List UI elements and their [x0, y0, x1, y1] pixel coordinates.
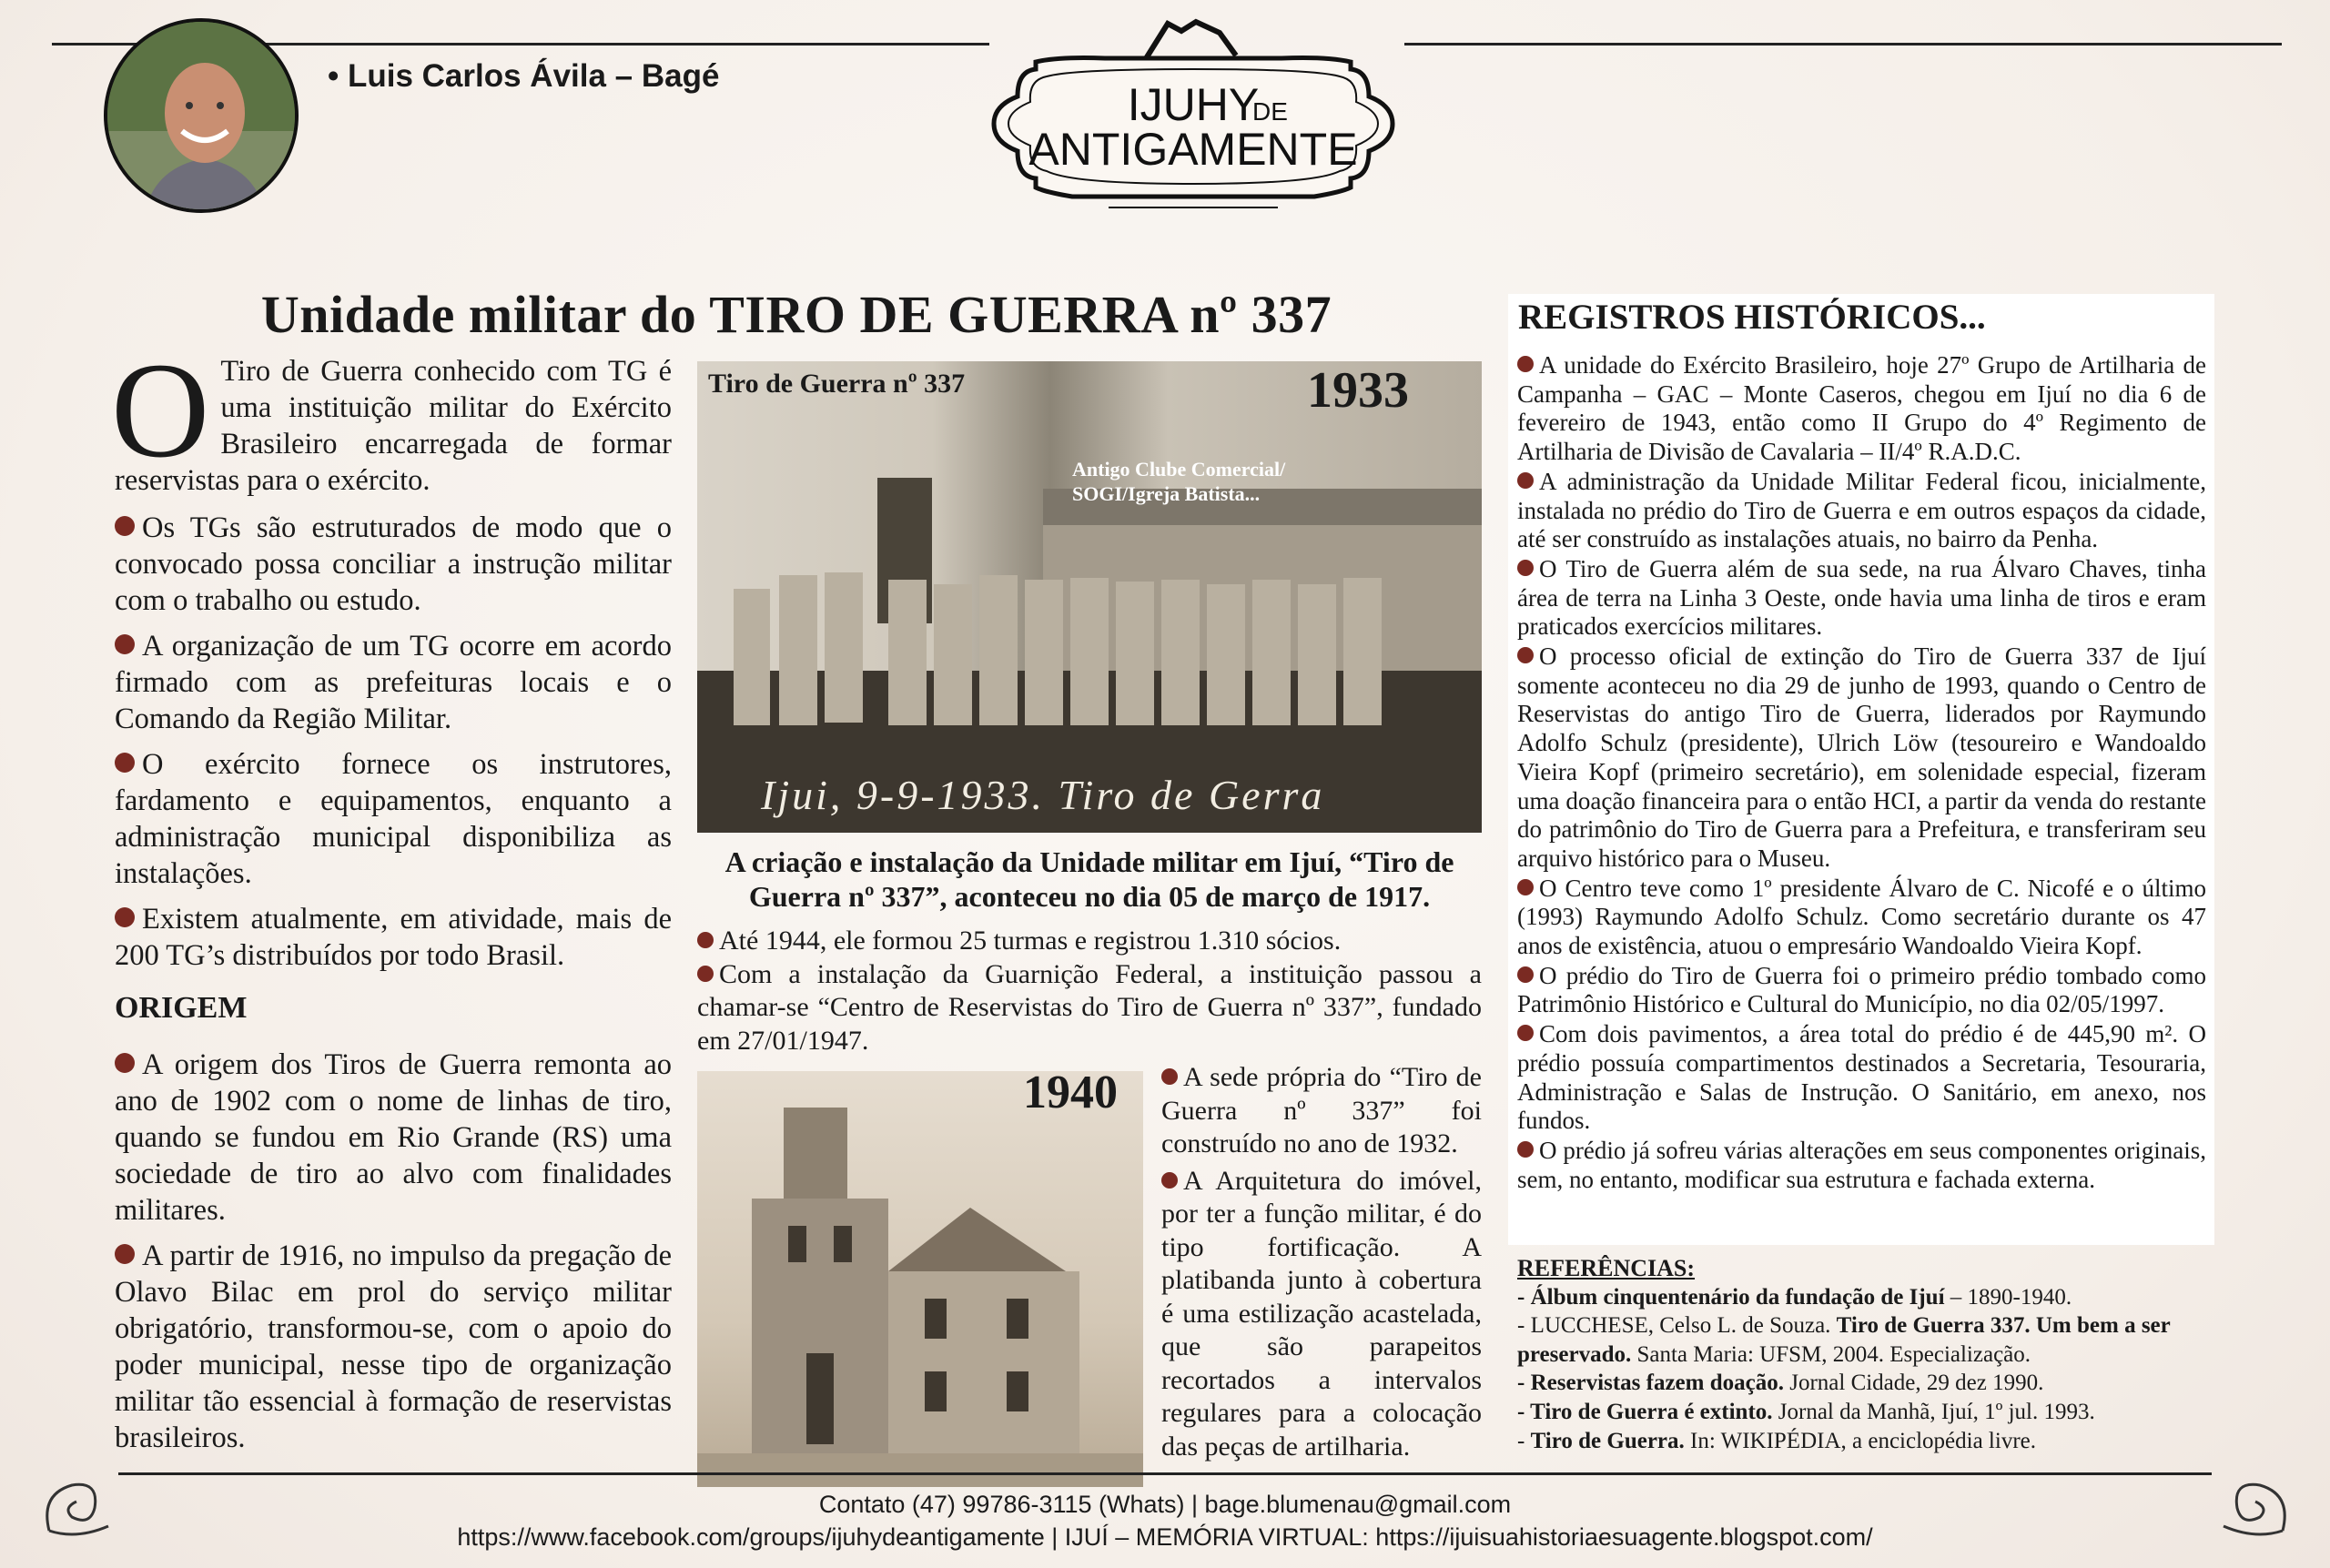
photo-note-line: Antigo Clube Comercial/	[1072, 458, 1286, 481]
bullet-icon	[1517, 472, 1534, 489]
reference-prefix: -	[1517, 1428, 1531, 1453]
reference-detail: Santa Maria: UFSM, 2004. Especialização.	[1631, 1341, 2031, 1367]
bullet-text: A administração da Unidade Militar Federal ficou, inicialmente, instalada no prédio do Tiro de Guerra e em outros espaços da cidade, até ser construído as instalações atuais, no bairro da Penha.	[1517, 467, 2206, 553]
bullet-text: Até 1944, ele formou 25 turmas e registrou 1.310 sócios.	[719, 926, 1342, 956]
footer-contact: Contato (47) 99786-3115 (Whats) | bage.blumenau@gmail.com	[818, 1491, 1512, 1518]
bullet-text: A Arquitetura do imóvel, por ter a função militar, é do tipo fortificação. A platibanda junto à cobertura é uma estilização acastelada, que são parapeitos recortados a intervalos regulares para a colocação das peças de artilharia.	[1161, 1165, 1482, 1462]
bullet-paragraph	[115, 1047, 672, 1229]
bullet-text: A origem dos Tiros de Guerra remonta ao ano de 1902 com o nome de linhas de tiro, quando se fundou em Rio Grande (RS) uma sociedade de tiro ao alvo com finalidades militares.	[115, 1048, 672, 1227]
bullet-text: Existem atualmente, em atividade, mais de 200 TG’s distribuídos por todo Brasil.	[115, 903, 672, 972]
bullet-icon	[1517, 560, 1534, 576]
ijuhy-de-antigamente-logo	[981, 5, 1405, 237]
reference-detail: In: WIKIPÉDIA, a enciclopédia livre.	[1684, 1428, 2036, 1453]
reference-title: Tiro de Guerra.	[1530, 1428, 1685, 1453]
svg-text:DE: DE	[1252, 97, 1288, 126]
bullet-icon	[115, 634, 135, 654]
bullet-text: O prédio do Tiro de Guerra foi o primeiro prédio tombado como Patrimônio Histórico e Cultural do Município, no dia 02/05/1997.	[1517, 961, 2206, 1018]
intro-text: Tiro de Guerra conhecido com TG é uma instituição militar do Exército Brasileiro encarregada de formar reservistas para o exército.	[115, 355, 672, 497]
header-rule-right	[1404, 43, 2282, 46]
bullet-icon	[1161, 1068, 1178, 1085]
bullet-icon	[1161, 1172, 1178, 1189]
bullet-paragraph	[115, 628, 672, 737]
reference-title: - Tiro de Guerra é extinto.	[1517, 1399, 1773, 1424]
reference-item	[1517, 1283, 2218, 1312]
bullet-icon	[1517, 1025, 1534, 1041]
bullet-icon	[697, 932, 714, 948]
bullet-icon	[1517, 1141, 1534, 1158]
bullet-text: O exército fornece os instrutores, fardamento e equipamentos, enquanto a administração municipal disponibiliza as instalações.	[115, 748, 672, 890]
reference-title: - Reservistas fazem doação.	[1517, 1371, 1784, 1396]
bullet-icon	[115, 516, 135, 536]
photo-1940-building	[697, 1071, 1143, 1487]
bullet-text: A partir de 1916, no impulso da pregação de Olavo Bilac em prol do serviço militar obrigatório, transformou-se, com o apoio do poder municipal, nesse tipo de organização militar tão essencial à formação de reservistas brasileiros.	[115, 1239, 672, 1454]
bullet-icon	[115, 1244, 135, 1264]
references	[1517, 1254, 2218, 1455]
bullet-icon	[115, 753, 135, 773]
bullet-paragraph	[115, 1238, 672, 1456]
svg-text:ANTIGAMENTE: ANTIGAMENTE	[1028, 124, 1358, 175]
bullet-text: O Centro teve como 1º presidente Álvaro de C. Nicofé e o último (1993) Raymundo Adolfo Schulz. Como secretário durante os 47 anos de existência, atuou o empresário Wandoaldo Vieira Kopf.	[1517, 874, 2206, 960]
historical-records-heading: REGISTROS HISTÓRICOS...	[1518, 298, 1986, 337]
bullet-icon	[115, 1053, 135, 1073]
middle-text	[697, 925, 1482, 1487]
origem-heading: ORIGEM	[115, 991, 248, 1025]
bullet-icon	[115, 907, 135, 927]
drop-cap: O	[111, 335, 210, 486]
author-byline: • Luis Carlos Ávila – Bagé	[328, 58, 720, 94]
reference-item	[1517, 1427, 2218, 1456]
photo-year: 1933	[1307, 362, 1409, 419]
photo-handwriting: Ijui, 9-9-1933. Tiro de Gerra	[761, 772, 1325, 818]
bullet-icon	[1517, 647, 1534, 663]
bullet-text: A sede própria do “Tiro de Guerra nº 337” foi construído no ano de 1932.	[1161, 1062, 1482, 1158]
bullet-paragraph	[115, 901, 672, 974]
article-title: Unidade militar do TIRO DE GUERRA nº 337	[260, 285, 1332, 344]
reference-title: Tiro de Guerra 337. Um bem a ser preservado.	[1517, 1313, 2171, 1367]
bullet-icon	[1517, 356, 1534, 372]
reference-item	[1517, 1398, 2218, 1427]
author-avatar	[104, 18, 299, 213]
reference-author: - LUCCHESE, Celso L. de Souza.	[1517, 1313, 1837, 1339]
references-heading: REFERÊNCIAS:	[1517, 1255, 1696, 1281]
bullet-text: Os TGs são estruturados de modo que o convocado possa conciliar a instrução militar com o trabalho ou estudo.	[115, 511, 672, 617]
reference-detail: – 1890-1940.	[1944, 1284, 2072, 1310]
bullet-icon	[697, 966, 714, 982]
bullet-icon	[1517, 879, 1534, 895]
bullet-paragraph	[115, 746, 672, 892]
photo-caption: A criação e instalação da Unidade militar em Ijuí, “Tiro de Guerra nº 337”, aconteceu no dia 05 de março de 1917.	[724, 845, 1454, 913]
bullet-icon	[1517, 966, 1534, 983]
reference-title: - Álbum cinquentenário da fundação de Ijuí	[1517, 1284, 1945, 1310]
bullet-paragraph	[115, 510, 672, 619]
photo-note-line: SOGI/Igreja Batista...	[1072, 482, 1261, 505]
bullet-text: Com a instalação da Guarnição Federal, a instituição passou a chamar-se “Centro de Reservistas do Tiro de Guerra nº 337”, fundado em 27/01/1947.	[697, 958, 1482, 1056]
footer-rule	[118, 1472, 2212, 1475]
bullet-text: O Tiro de Guerra além de sua sede, na rua Álvaro Chaves, tinha área de terra na Linha 3 Oeste, onde havia uma linha de tiros e eram praticados exercícios militares.	[1517, 554, 2206, 641]
reference-detail: Jornal Cidade, 29 dez 1990.	[1783, 1371, 2044, 1396]
bullet-text: A organização de um TG ocorre em acordo firmado com as prefeituras locais e o Comando da Região Militar.	[115, 630, 672, 735]
bullet-text: O processo oficial de extinção do Tiro de Guerra 337 de Ijuí somente aconteceu no dia 29 de junho de 1993, quando o Centro de Reservistas do antigo Tiro de Guerra, liderados por Raymundo Adolfo Schulz (presidente), Ulrich Löw (tesoureiro e Wandoaldo Vieira Kopf (primeiro secretário), em solenidade especial, fizeram uma doação financeira para o então HCI, a partir da venda do restante do patrimônio do Tiro de Guerra para a Prefeitura, e transferiram seu arquivo histórico para o Museu.	[1517, 642, 2206, 872]
footer-links[interactable]: https://www.facebook.com/groups/ijuhydeantigamente | IJUÍ – MEMÓRIA VIRTUAL: https://ijuisuahistoriaesuagente.blogspot.com/	[457, 1523, 1873, 1551]
bullet-text: O prédio já sofreu várias alterações em seus componentes originais, sem, no entanto, modificar sua estrutura e fachada externa.	[1517, 1136, 2206, 1193]
svg-text:IJUHY: IJUHY	[1127, 79, 1260, 130]
bullet-text: A unidade do Exército Brasileiro, hoje 27º Grupo de Artilharia de Campanha – GAC – Monte Caseros, chegou em Ijuí no dia 6 de fevereiro de 1943, então como II Grupo do 4º Regimento de Artilharia de Divisão de Cavalaria – II/4º R.A.D.C.	[1517, 351, 2206, 466]
photo-note	[1072, 457, 1285, 506]
photo-label: Tiro de Guerra nº 337	[708, 369, 966, 399]
reference-item	[1517, 1369, 2218, 1398]
historical-records-list	[1517, 351, 2206, 1195]
intro-paragraph	[111, 335, 672, 499]
bullet-text: Com dois pavimentos, a área total do prédio é de 445,90 m². O prédio possuía compartimentos destinados a Secretaria, Tesouraria, Administração e Salas de Instrução. O Sanitário, em anexo, nos fundos.	[1517, 1020, 2206, 1135]
reference-item	[1517, 1311, 2218, 1369]
photo-year: 1940	[1023, 1070, 1118, 1118]
photo-1933-soldiers	[697, 361, 1482, 833]
reference-detail: Jornal da Manhã, Ijuí, 1º jul. 1993.	[1772, 1399, 2095, 1424]
